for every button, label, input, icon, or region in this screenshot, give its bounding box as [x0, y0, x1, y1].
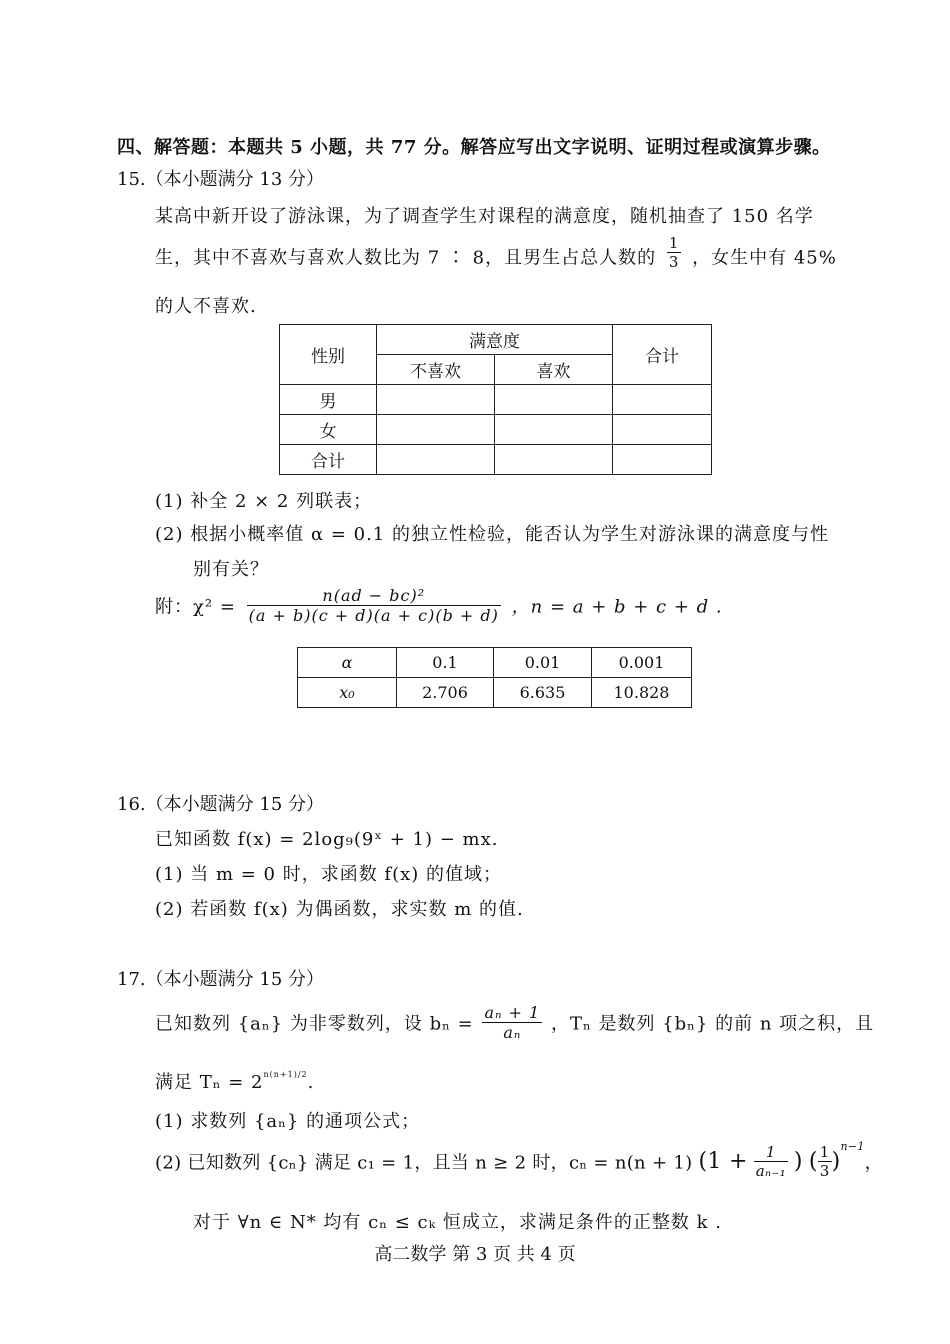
third-exponent: n−1	[840, 1139, 865, 1153]
q16-number: 16.	[117, 794, 146, 815]
paren-third-open: (	[808, 1149, 818, 1174]
header-satisfaction: 满意度	[377, 325, 613, 355]
row-label-female: 女	[280, 415, 377, 445]
critical-value-table	[297, 647, 692, 708]
q16-heading	[117, 790, 324, 816]
page-footer: 高二数学 第 3 页 共 4 页	[374, 1244, 576, 1265]
third-fraction	[818, 1143, 832, 1180]
q17-number: 17.	[117, 969, 146, 990]
q15-line2	[155, 234, 837, 277]
q15-part2a: (2) 根据小概率值 α = 0.1 的独立性检验，能否认为学生对游泳课的满意度与性	[155, 524, 829, 545]
x0-label: x₀	[298, 678, 397, 708]
q17-cond-a: 满足 Tₙ = 2	[155, 1072, 264, 1093]
section-header: 四、解答题：本题共 5 小题，共 77 分。解答应写出文字说明、证明过程或演算步骤。	[117, 137, 831, 158]
table-cell	[613, 415, 712, 445]
q16-part2: (2) 若函数 f(x) 为偶函数，求实数 m 的值.	[155, 899, 524, 920]
x0-value: 10.828	[592, 678, 692, 708]
q15-line1: 某高中新开设了游泳课，为了调查学生对课程的满意度，随机抽查了 150 名学	[155, 206, 814, 227]
formula-tail: ，n = a + b + c + d .	[511, 596, 723, 618]
q17-cond-b: .	[307, 1072, 315, 1093]
inverse-a-fraction	[754, 1143, 788, 1180]
table-row	[280, 445, 712, 475]
header-total: 合计	[613, 325, 712, 385]
q17-heading	[117, 965, 324, 991]
q15-line3: 的人不喜欢.	[155, 296, 257, 317]
row-label-total: 合计	[280, 445, 377, 475]
table-cell	[495, 445, 613, 475]
q17-stem-a: 已知数列 {aₙ} 为非零数列，设 bₙ =	[155, 1013, 474, 1035]
q17-stem-b: ，Tₙ 是数列 {bₙ} 的前 n 项之积，且	[550, 1013, 875, 1035]
q15-fraction	[667, 234, 682, 271]
table-row	[280, 415, 712, 445]
third-num: 1	[819, 1143, 830, 1161]
q15-score: （本小题满分 13 分）	[145, 169, 324, 190]
inverse-a-num: 1	[754, 1143, 788, 1162]
alpha-value: 0.001	[592, 648, 692, 678]
formula-fraction	[247, 586, 501, 625]
q17-part2-line	[155, 1139, 883, 1180]
q17-score: （本小题满分 15 分）	[145, 969, 324, 990]
appendix-label: 附：χ² =	[155, 596, 236, 618]
q15-line2b: ，女生中有 45%	[692, 247, 837, 269]
q17-part2-comma: ，	[864, 1152, 883, 1174]
table-cell	[495, 385, 613, 415]
third-den: 3	[819, 1162, 830, 1180]
alpha-label: α	[298, 648, 397, 678]
paren-close: )	[793, 1149, 803, 1174]
q15-heading	[117, 165, 324, 191]
chi-square-formula	[155, 586, 723, 625]
table-cell	[613, 385, 712, 415]
q17-condition	[155, 1068, 314, 1094]
row-label-male: 男	[280, 385, 377, 415]
q17-part2b: 对于 ∀n ∈ N* 均有 cₙ ≤ cₖ 恒成立，求满足条件的正整数 k .	[193, 1212, 722, 1233]
alpha-value: 0.1	[397, 648, 494, 678]
q15-part1: (1) 补全 2 × 2 列联表；	[155, 491, 373, 512]
x0-value: 2.706	[397, 678, 494, 708]
formula-denominator: (a + b)(c + d)(a + c)(b + d)	[248, 606, 499, 625]
q17-cond-exponent: n(n+1)/2	[263, 1070, 308, 1079]
paren-open: (1 +	[698, 1149, 748, 1174]
table-cell	[613, 445, 712, 475]
contingency-table	[279, 324, 712, 475]
b-numerator: aₙ + 1	[484, 1003, 541, 1022]
table-cell	[495, 415, 613, 445]
q17-part1: (1) 求数列 {aₙ} 的通项公式；	[155, 1111, 421, 1132]
q17-part2a: (2) 已知数列 {cₙ} 满足 c₁ = 1，且当 n ≥ 2 时，cₙ = n(n + 1)	[155, 1152, 693, 1174]
q15-part2b: 别有关？	[193, 559, 269, 580]
q16-part1: (1) 当 m = 0 时，求函数 f(x) 的值域；	[155, 864, 503, 885]
x0-value: 6.635	[494, 678, 592, 708]
alpha-value: 0.01	[494, 648, 592, 678]
q15-frac-den: 3	[668, 253, 680, 271]
q15-frac-num: 1	[668, 234, 680, 252]
q17-stem	[155, 1003, 874, 1042]
b-fraction	[482, 1003, 542, 1042]
header-dislike: 不喜欢	[377, 355, 495, 385]
inverse-a-den: aₙ₋₁	[755, 1162, 786, 1180]
header-gender: 性别	[280, 325, 377, 385]
table-row	[298, 648, 692, 678]
header-like: 喜欢	[495, 355, 613, 385]
q15-line2a: 生，其中不喜欢与喜欢人数比为 7 ∶ 8，且男生占总人数的	[155, 247, 657, 269]
b-denominator: aₙ	[503, 1023, 522, 1042]
table-row	[298, 678, 692, 708]
formula-numerator: n(ad − bc)²	[247, 586, 501, 606]
table-cell	[377, 415, 495, 445]
q16-stem: 已知函数 f(x) = 2log₉(9ˣ + 1) − mx.	[155, 829, 499, 850]
table-cell	[377, 385, 495, 415]
paren-third-close: )	[831, 1149, 841, 1174]
q16-score: （本小题满分 15 分）	[145, 794, 324, 815]
table-row	[280, 385, 712, 415]
q15-number: 15.	[117, 169, 146, 190]
table-cell	[377, 445, 495, 475]
